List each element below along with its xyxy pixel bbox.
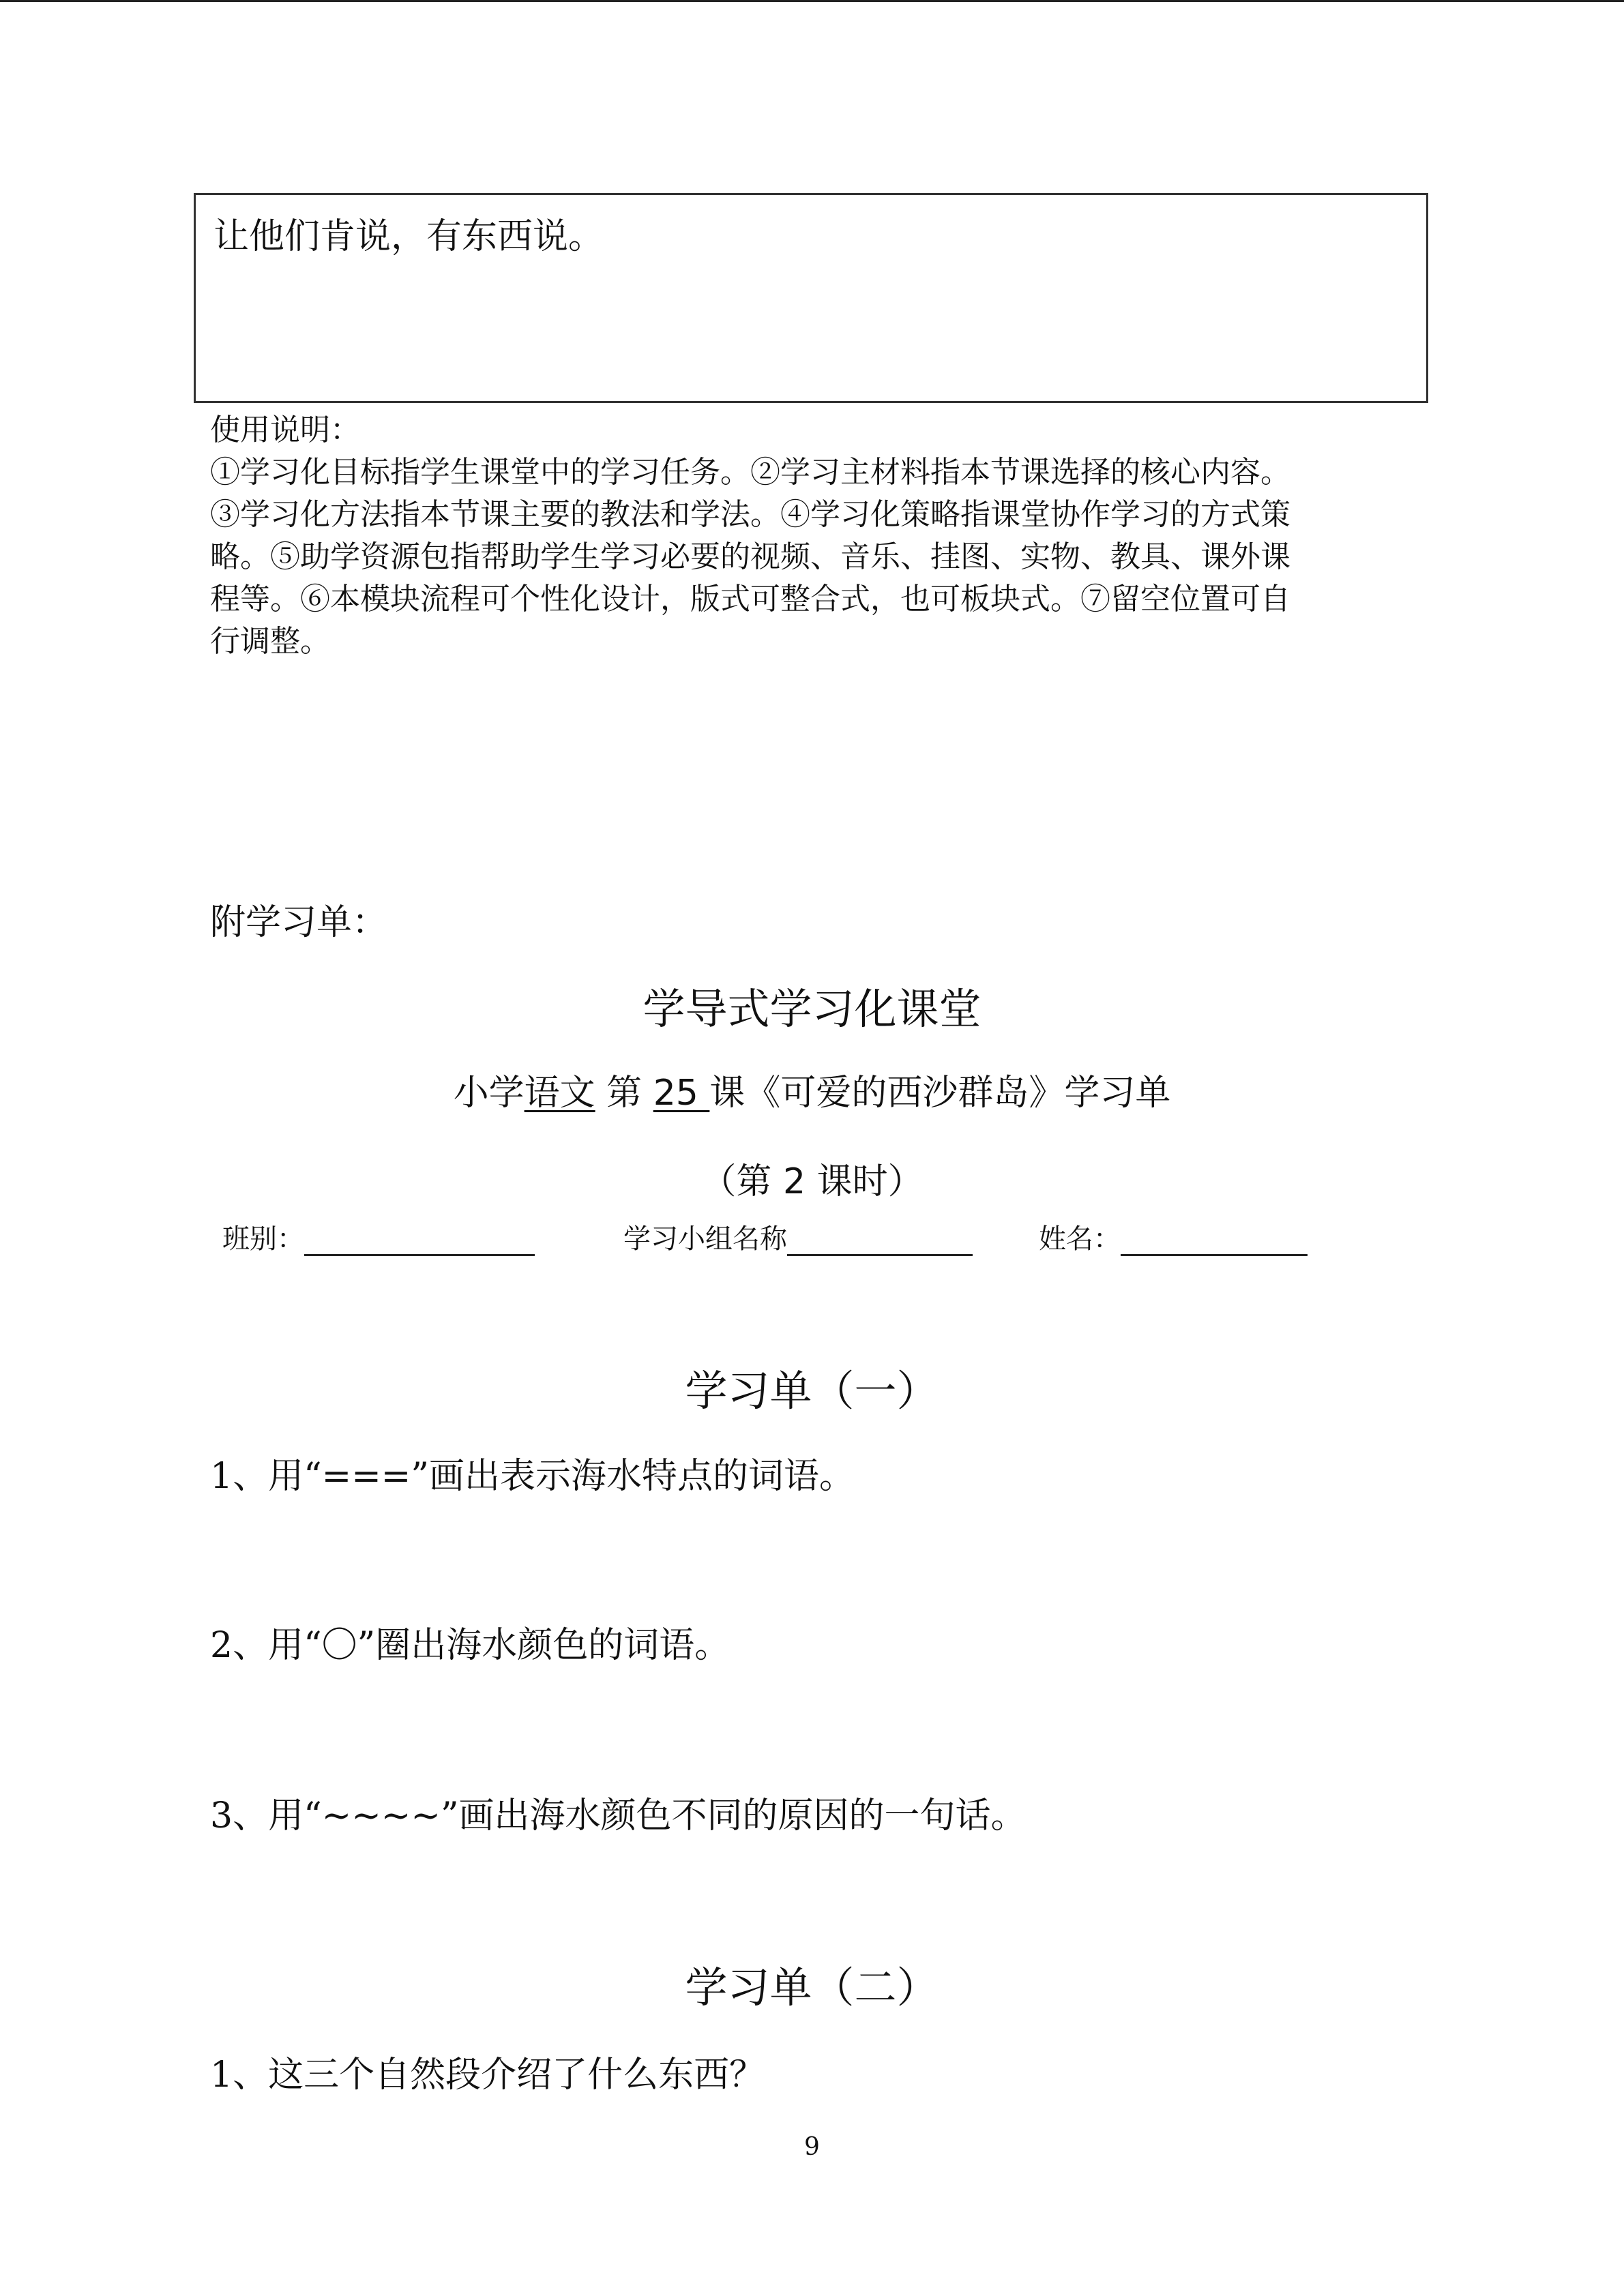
sheet-one-question: 2、用“〇”圈出海水颜色的词语。 (210, 1625, 730, 1666)
name-blank-line[interactable] (1121, 1224, 1308, 1256)
group-blank-line[interactable] (787, 1224, 973, 1256)
name-label: 姓名： (1039, 1223, 1121, 1255)
subtitle-suffix: 课《可爱的西沙群岛》学习单 (709, 1073, 1171, 1114)
teaching-note-box (194, 193, 1428, 403)
sheet-one-title: 学习单（一） (685, 1366, 939, 1416)
sheet-one-question: 3、用“~~~~”画出海水颜色不同的原因的一句话。 (210, 1795, 1027, 1836)
name-field (1039, 1217, 1308, 1256)
group-label: 学习小组名称 (623, 1223, 787, 1255)
attachment-label: 附学习单： (210, 902, 388, 943)
usage-notes-line: ①学习化目标指学生课堂中的学习任务。②学习主材料指本节课选择的核心内容。 (210, 455, 1290, 490)
usage-notes (210, 409, 1411, 663)
sheet-two-title: 学习单（二） (685, 1963, 939, 2012)
subtitle-prefix: 小学 (453, 1073, 525, 1114)
worksheet-period: （第 2 课时） (700, 1161, 924, 1202)
subtitle-middle: 第 (595, 1073, 653, 1114)
group-field (623, 1217, 973, 1256)
page-number: 9 (804, 2133, 820, 2161)
usage-notes-line: ③学习化方法指本节课主要的教法和学法。④学习化策略指课堂协作学习的方式策 (210, 497, 1290, 532)
usage-notes-line: 程等。⑥本模块流程可个性化设计，版式可整合式，也可板块式。⑦留空位置可自 (210, 582, 1290, 616)
student-info-fields (0, 1217, 1624, 1265)
sheet-two-question: 1、这三个自然段介绍了什么东西？ (210, 2055, 765, 2096)
usage-notes-line: 略。⑤助学资源包指帮助学生学习必要的视频、音乐、挂图、实物、教具、课外课 (210, 539, 1290, 574)
teaching-note-text: 让他们肯说，有东西说。 (213, 216, 604, 257)
usage-notes-line: 行调整。 (210, 624, 330, 659)
worksheet-subtitle (0, 1064, 1624, 1115)
class-label: 班别： (222, 1223, 304, 1255)
sheet-one-question: 1、用“===”画出表示海水特点的词语。 (210, 1456, 855, 1497)
class-field (222, 1217, 535, 1256)
page-top-border (0, 0, 1624, 2)
class-blank-line[interactable] (304, 1224, 535, 1256)
subtitle-lesson-number: 25 (653, 1073, 710, 1114)
subtitle-subject: 语文 (524, 1073, 595, 1114)
worksheet-title: 学导式学习化课堂 (643, 984, 981, 1034)
usage-notes-heading: 使用说明： (210, 413, 360, 447)
